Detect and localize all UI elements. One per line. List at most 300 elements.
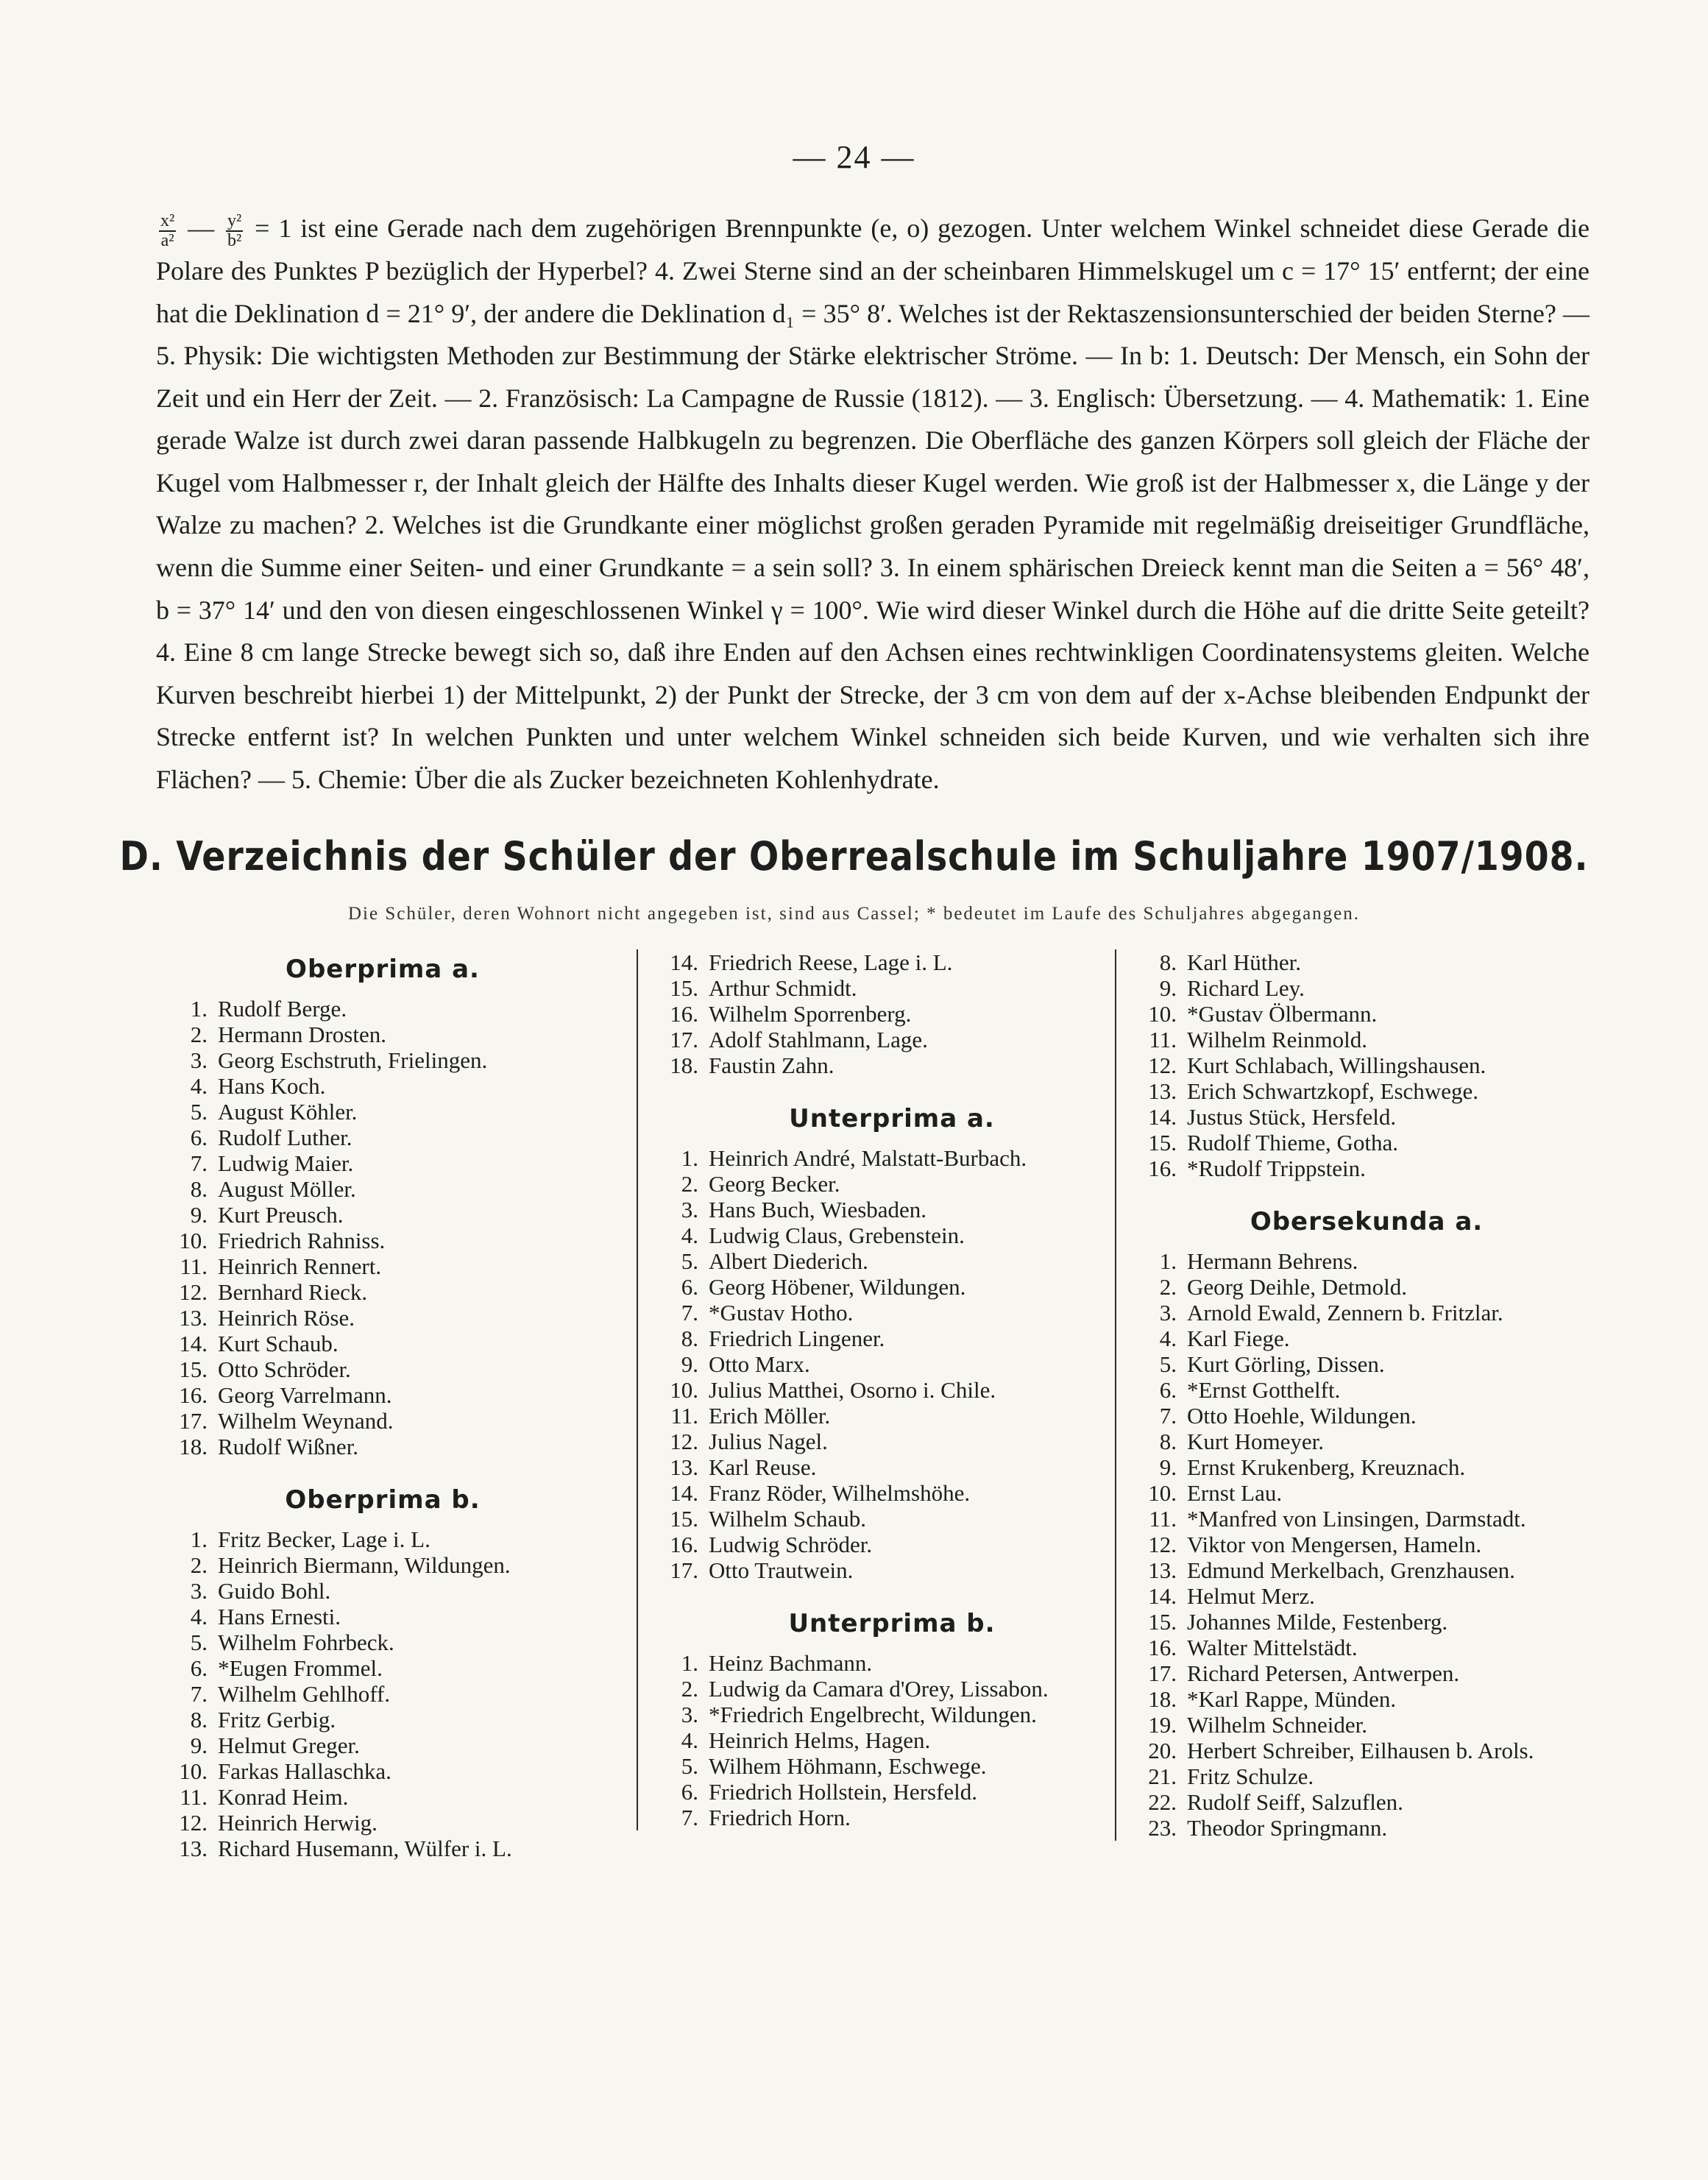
student-list-obersekunda-a	[1131, 1248, 1602, 1841]
student-entry	[653, 1727, 1131, 1753]
student-number: 12.	[179, 1279, 208, 1305]
student-name: Arthur Schmidt.	[709, 975, 857, 1001]
student-entry	[653, 1222, 1131, 1248]
student-number: 13.	[179, 1305, 208, 1331]
student-entry	[1131, 1351, 1602, 1377]
student-name: Kurt Homeyer.	[1187, 1429, 1324, 1454]
student-entry	[653, 1676, 1131, 1702]
student-entry	[1131, 1429, 1602, 1454]
student-name: Hans Ernesti.	[218, 1604, 341, 1629]
student-entry	[162, 1526, 603, 1552]
student-number: 2.	[681, 1171, 698, 1197]
student-list-oberprima-b-continued	[653, 949, 1131, 1078]
student-number: 13.	[1148, 1557, 1177, 1583]
student-entry	[1131, 1001, 1602, 1027]
student-name: Heinrich André, Malstatt-Burbach.	[709, 1145, 1027, 1171]
student-number: 3.	[681, 1702, 698, 1727]
student-entry	[162, 1022, 603, 1047]
student-entry	[1131, 1789, 1602, 1815]
student-number: 16.	[1148, 1156, 1177, 1181]
student-entry	[653, 1753, 1131, 1779]
student-number: 9.	[190, 1202, 208, 1228]
student-entry	[1131, 1078, 1602, 1104]
student-number: 6.	[681, 1274, 698, 1300]
fraction-x-over-a	[159, 212, 176, 250]
section-note: Die Schüler, deren Wohnort nicht angegeben ist, sind aus Cassel; * bedeutet im Laufe des Schuljahres abgegangen.	[347, 904, 1361, 924]
student-name: Justus Stück, Hersfeld.	[1187, 1104, 1397, 1130]
student-name: *Gustav Ölbermann.	[1187, 1001, 1378, 1027]
student-number: 6.	[190, 1655, 208, 1681]
student-number: 5.	[681, 1753, 698, 1779]
student-name: Konrad Heim.	[218, 1784, 349, 1810]
student-entry	[1131, 1635, 1602, 1660]
student-name: Viktor von Mengersen, Hameln.	[1187, 1532, 1482, 1557]
student-entry	[1131, 1686, 1602, 1712]
student-name: Fritz Gerbig.	[218, 1707, 336, 1733]
minus-sign: —	[188, 213, 215, 243]
student-name: Farkas Hallaschka.	[218, 1758, 391, 1784]
student-number: 17.	[179, 1408, 208, 1434]
student-number: 2.	[1159, 1274, 1177, 1300]
student-entry	[162, 1331, 603, 1356]
student-entry	[162, 1629, 603, 1655]
student-name: Julius Matthei, Osorno i. Chile.	[709, 1377, 996, 1403]
student-list-column-1	[162, 949, 603, 1861]
student-name: Karl Hüther.	[1187, 949, 1301, 975]
student-name: Heinz Bachmann.	[709, 1650, 873, 1676]
student-name: Adolf Stahlmann, Lage.	[709, 1027, 928, 1052]
student-name: Richard Ley.	[1187, 975, 1305, 1001]
class-heading-obersekunda-a: Obersekunda a.	[1250, 1207, 1484, 1236]
student-name: Fritz Becker, Lage i. L.	[218, 1526, 430, 1552]
student-entry	[162, 1655, 603, 1681]
student-number: 14.	[179, 1331, 208, 1356]
student-entry	[653, 1274, 1131, 1300]
student-number: 16.	[670, 1532, 698, 1557]
student-entry	[1131, 1763, 1602, 1789]
student-name: Georg Becker.	[709, 1171, 840, 1197]
student-number: 21.	[1148, 1763, 1177, 1789]
student-name: *Gustav Hotho.	[709, 1300, 854, 1326]
student-name: Heinrich Herwig.	[218, 1810, 378, 1836]
student-number: 18.	[670, 1052, 698, 1078]
student-entry	[653, 1805, 1131, 1830]
student-number: 9.	[1159, 975, 1177, 1001]
student-entry	[653, 1429, 1131, 1454]
student-number: 4.	[190, 1604, 208, 1629]
student-entry	[162, 1279, 603, 1305]
student-entry	[1131, 1403, 1602, 1429]
student-name: Theodor Springmann.	[1187, 1815, 1388, 1841]
student-number: 8.	[1159, 1429, 1177, 1454]
student-entry	[1131, 1130, 1602, 1156]
student-entry	[1131, 1104, 1602, 1130]
student-number: 10.	[670, 1377, 698, 1403]
student-name: *Friedrich Engelbrecht, Wildungen.	[709, 1702, 1037, 1727]
student-entry	[1131, 1248, 1602, 1274]
student-number: 13.	[179, 1836, 208, 1861]
student-name: Wilhelm Weynand.	[218, 1408, 394, 1434]
student-number: 11.	[1149, 1027, 1177, 1052]
student-number: 5.	[190, 1099, 208, 1125]
student-name: Ludwig Schröder.	[709, 1532, 873, 1557]
student-entry	[1131, 1532, 1602, 1557]
student-entry	[162, 1176, 603, 1202]
student-entry	[1131, 1274, 1602, 1300]
student-name: Georg Varrelmann.	[218, 1382, 392, 1408]
student-number: 4.	[681, 1222, 698, 1248]
student-entry	[653, 1702, 1131, 1727]
student-name: Wilhelm Fohrbeck.	[218, 1629, 394, 1655]
fraction-y-over-b	[226, 212, 243, 250]
student-number: 6.	[1159, 1377, 1177, 1403]
student-number: 17.	[670, 1557, 698, 1583]
student-number: 1.	[190, 996, 208, 1022]
student-entry	[1131, 1480, 1602, 1506]
student-number: 12.	[1148, 1052, 1177, 1078]
student-entry	[653, 1480, 1131, 1506]
student-entry	[653, 1326, 1131, 1351]
student-entry	[653, 1779, 1131, 1805]
student-number: 8.	[190, 1707, 208, 1733]
student-entry	[162, 1434, 603, 1459]
student-entry	[162, 1228, 603, 1253]
student-name: Ludwig da Camara d'Orey, Lissabon.	[709, 1676, 1049, 1702]
student-number: 11.	[180, 1253, 208, 1279]
student-entry	[1131, 1738, 1602, 1763]
student-entry	[1131, 1660, 1602, 1686]
student-entry	[1131, 1583, 1602, 1609]
student-list-unterprima-b-continued	[1131, 949, 1602, 1181]
student-name: *Karl Rappe, Münden.	[1187, 1686, 1397, 1712]
student-name: Hans Koch.	[218, 1073, 326, 1099]
student-name: Hermann Drosten.	[218, 1022, 386, 1047]
student-entry	[162, 1578, 603, 1604]
student-number: 4.	[681, 1727, 698, 1753]
student-number: 1.	[681, 1650, 698, 1676]
student-entry	[653, 1197, 1131, 1222]
student-number: 3.	[190, 1047, 208, 1073]
student-entry	[1131, 1027, 1602, 1052]
student-entry	[1131, 1454, 1602, 1480]
student-number: 13.	[1148, 1078, 1177, 1104]
student-entry	[653, 1506, 1131, 1532]
student-entry	[653, 1248, 1131, 1274]
student-number: 14.	[1148, 1104, 1177, 1130]
student-name: Bernhard Rieck.	[218, 1279, 368, 1305]
student-name: Faustin Zahn.	[709, 1052, 834, 1078]
student-name: Rudolf Seiff, Salzuflen.	[1187, 1789, 1403, 1815]
student-number: 9.	[1159, 1454, 1177, 1480]
student-name: Karl Fiege.	[1187, 1326, 1290, 1351]
student-entry	[162, 1382, 603, 1408]
paragraph-text: = 1 ist eine Gerade nach dem zugehörigen Brennpunkte (e, o) gezogen. Unter welchem Winkel schneidet diese Gerade die Polare des Punktes P bezüglich der Hyperbel? 4. Zwei Sterne sind an der scheinbaren Himmelskugel um c = 17° 15′ entfernt; der eine hat die Deklination d = 21° 9′, der andere die Deklination d₁ = 35° 8′. Welches ist der Rektaszensionsunterschied der beiden Sterne? — 5. Physik: Die wichtigsten Methoden zur Bestimmung der Stärke elektrischer Ströme. — In b: 1. Deutsch: Der Mensch, ein Sohn der Zeit und ein Herr der Zeit. — 2. Französisch: La Campagne de Russie (1812). — 3. Englisch: Übersetzung. — 4. Mathematik: 1. Eine gerade Walze ist durch zwei daran passende Halbkugeln zu begrenzen. Die Oberfläche des ganzen Körpers soll gleich der Fläche der Kugel vom Halbmesser r, der Inhalt gleich der Hälfte des Inhalts dieser Kugel werden. Wie groß ist der Halbmesser x, die Länge y der Walze zu machen? 2. Welches ist die Grundkante einer möglichst großen geraden Pyramide mit regelmäßig dreiseitiger Grundfläche, wenn die Summe einer Seiten- und einer Grundkante = a sein soll? 3. In einem sphärischen Dreieck kennt man die Seiten a = 56° 48′, b = 37° 14′ und den von diesen eingeschlossenen Winkel γ = 100°. Wie wird dieser Winkel durch die Höhe auf die dritte Seite geteilt? 4. Eine 8 cm lange Strecke bewegt sich so, daß ihre Enden auf den Achsen eines rechtwinkligen Coordinatensystems gleiten. Welche Kurven beschreibt hierbei 1) der Mittelpunkt, 2) der Punkt der Strecke, der 3 cm von dem auf der x-Achse bleibenden Endpunkt der Strecke entfernt ist? In welchen Punkten und unter welchem Winkel schneiden sich beide Kurven, und wie verhalten sich ihre Flächen? — 5. Chemie: Über die als Zucker bezeichneten Kohlenhydrate.	[156, 213, 1590, 795]
student-name: Arnold Ewald, Zennern b. Fritzlar.	[1187, 1300, 1503, 1326]
student-name: Edmund Merkelbach, Grenzhausen.	[1187, 1557, 1515, 1583]
student-name: Ernst Krukenberg, Kreuznach.	[1187, 1454, 1466, 1480]
student-entry	[162, 1073, 603, 1099]
student-entry	[653, 1145, 1131, 1171]
student-number: 10.	[179, 1228, 208, 1253]
student-list-unterprima-a	[653, 1145, 1131, 1583]
student-entry	[162, 1758, 603, 1784]
student-name: *Manfred von Linsingen, Darmstadt.	[1187, 1506, 1526, 1532]
student-entry	[162, 1125, 603, 1150]
fraction-numerator: x²	[159, 212, 176, 232]
student-number: 10.	[179, 1758, 208, 1784]
class-heading-oberprima-a: Oberprima a.	[286, 955, 480, 984]
student-entry	[653, 1027, 1131, 1052]
class-heading-unterprima-a: Unterprima a.	[789, 1104, 995, 1133]
student-name: Otto Hoehle, Wildungen.	[1187, 1403, 1417, 1429]
student-entry	[653, 1403, 1131, 1429]
student-number: 1.	[1159, 1248, 1177, 1274]
student-name: Albert Diederich.	[709, 1248, 868, 1274]
student-number: 16.	[670, 1001, 698, 1027]
student-entry	[1131, 1557, 1602, 1583]
student-name: Helmut Greger.	[218, 1733, 360, 1758]
student-name: *Eugen Frommel.	[218, 1655, 383, 1681]
student-entry	[162, 1150, 603, 1176]
student-number: 14.	[1148, 1583, 1177, 1609]
class-heading-oberprima-b: Oberprima b.	[285, 1485, 481, 1515]
student-entry	[653, 949, 1131, 975]
student-entry	[1131, 1052, 1602, 1078]
student-number: 3.	[1159, 1300, 1177, 1326]
student-number: 9.	[681, 1351, 698, 1377]
student-number: 4.	[190, 1073, 208, 1099]
fraction-denominator: a²	[160, 230, 174, 250]
student-entry	[1131, 1712, 1602, 1738]
student-name: Rudolf Wißner.	[218, 1434, 359, 1459]
student-entry	[162, 1356, 603, 1382]
student-name: Ludwig Claus, Grebenstein.	[709, 1222, 965, 1248]
student-number: 8.	[681, 1326, 698, 1351]
student-name: Wilhelm Gehlhoff.	[218, 1681, 391, 1707]
student-list-column-2	[637, 949, 1131, 1830]
student-entry	[1131, 1300, 1602, 1326]
fraction-numerator: y²	[226, 212, 243, 232]
student-name: Friedrich Reese, Lage i. L.	[709, 949, 953, 975]
page-number: — 24 —	[793, 139, 915, 175]
student-name: Rudolf Luther.	[218, 1125, 352, 1150]
student-name: Friedrich Rahniss.	[218, 1228, 386, 1253]
student-number: 18.	[179, 1434, 208, 1459]
student-number: 12.	[179, 1810, 208, 1836]
student-name: Heinrich Rennert.	[218, 1253, 382, 1279]
student-entry	[653, 1557, 1131, 1583]
student-number: 7.	[681, 1300, 698, 1326]
student-entry	[162, 1253, 603, 1279]
student-name: Kurt Schaub.	[218, 1331, 339, 1356]
student-name: Otto Trautwein.	[709, 1557, 854, 1583]
student-name: Richard Husemann, Wülfer i. L.	[218, 1836, 512, 1861]
student-entry	[1131, 949, 1602, 975]
student-number: 1.	[190, 1526, 208, 1552]
student-name: Richard Petersen, Antwerpen.	[1187, 1660, 1460, 1686]
student-name: Kurt Preusch.	[218, 1202, 344, 1228]
student-name: Wilhem Höhmann, Eschwege.	[709, 1753, 987, 1779]
student-number: 14.	[670, 1480, 698, 1506]
student-number: 5.	[190, 1629, 208, 1655]
student-number: 7.	[1159, 1403, 1177, 1429]
student-number: 5.	[1159, 1351, 1177, 1377]
student-name: Erich Schwartzkopf, Eschwege.	[1187, 1078, 1478, 1104]
student-number: 12.	[670, 1429, 698, 1454]
student-entry	[162, 1552, 603, 1578]
student-number: 23.	[1148, 1815, 1177, 1841]
student-name: Guido Bohl.	[218, 1578, 331, 1604]
student-name: Wilhelm Sporrenberg.	[709, 1001, 912, 1027]
student-number: 10.	[1148, 1001, 1177, 1027]
student-name: Georg Höbener, Wildungen.	[709, 1274, 966, 1300]
student-name: Otto Schröder.	[218, 1356, 351, 1382]
student-name: Kurt Schlabach, Willingshausen.	[1187, 1052, 1486, 1078]
student-entry	[162, 1047, 603, 1073]
student-number: 4.	[1159, 1326, 1177, 1351]
student-number: 2.	[190, 1022, 208, 1047]
student-name: Ernst Lau.	[1187, 1480, 1283, 1506]
section-title: D. Verzeichnis der Schüler der Oberrealschule im Schuljahre 1907/1908.	[119, 833, 1589, 880]
student-entry	[162, 996, 603, 1022]
student-entry	[162, 1305, 603, 1331]
student-entry	[162, 1408, 603, 1434]
student-name: August Möller.	[218, 1176, 356, 1202]
student-entry	[162, 1836, 603, 1861]
student-number: 2.	[681, 1676, 698, 1702]
student-name: Johannes Milde, Festenberg.	[1187, 1609, 1448, 1635]
student-name: Julius Nagel.	[709, 1429, 828, 1454]
student-entry	[162, 1604, 603, 1629]
student-name: Walter Mittelstädt.	[1187, 1635, 1358, 1660]
student-number: 14.	[670, 949, 698, 975]
student-number: 15.	[1148, 1609, 1177, 1635]
student-number: 13.	[670, 1454, 698, 1480]
student-entry	[162, 1681, 603, 1707]
student-name: Rudolf Thieme, Gotha.	[1187, 1130, 1398, 1156]
student-number: 20.	[1148, 1738, 1177, 1763]
student-name: Ludwig Maier.	[218, 1150, 354, 1176]
class-heading-unterprima-b: Unterprima b.	[788, 1609, 996, 1638]
student-name: Fritz Schulze.	[1187, 1763, 1314, 1789]
student-number: 11.	[670, 1403, 698, 1429]
student-number: 18.	[1148, 1686, 1177, 1712]
student-number: 11.	[1149, 1506, 1177, 1532]
student-entry	[162, 1733, 603, 1758]
student-number: 17.	[1148, 1660, 1177, 1686]
student-number: 16.	[1148, 1635, 1177, 1660]
student-number: 3.	[681, 1197, 698, 1222]
student-number: 15.	[179, 1356, 208, 1382]
student-number: 16.	[179, 1382, 208, 1408]
student-number: 5.	[681, 1248, 698, 1274]
student-name: Wilhelm Reinmold.	[1187, 1027, 1368, 1052]
student-name: Friedrich Lingener.	[709, 1326, 885, 1351]
student-entry	[1131, 1377, 1602, 1403]
student-number: 7.	[190, 1150, 208, 1176]
student-number: 22.	[1148, 1789, 1177, 1815]
student-name: Franz Röder, Wilhelmshöhe.	[709, 1480, 971, 1506]
student-number: 7.	[190, 1681, 208, 1707]
student-list-oberprima-a	[162, 996, 603, 1459]
student-number: 19.	[1148, 1712, 1177, 1738]
student-number: 17.	[670, 1027, 698, 1052]
student-name: *Ernst Gotthelft.	[1187, 1377, 1341, 1403]
student-number: 1.	[681, 1145, 698, 1171]
student-entry	[653, 1377, 1131, 1403]
fraction-denominator: b²	[227, 230, 242, 250]
student-name: Otto Marx.	[709, 1351, 810, 1377]
student-entry	[162, 1099, 603, 1125]
student-list-unterprima-b	[653, 1650, 1131, 1830]
student-entry	[1131, 1815, 1602, 1841]
student-name: Rudolf Berge.	[218, 996, 347, 1022]
student-name: Erich Möller.	[709, 1403, 831, 1429]
student-name: Friedrich Horn.	[709, 1805, 851, 1830]
student-entry	[653, 1171, 1131, 1197]
student-list-column-3	[1115, 949, 1602, 1841]
student-entry	[1131, 1609, 1602, 1635]
student-number: 3.	[190, 1578, 208, 1604]
student-entry	[1131, 1506, 1602, 1532]
student-number: 15.	[1148, 1130, 1177, 1156]
student-number: 12.	[1148, 1532, 1177, 1557]
student-name: Helmut Merz.	[1187, 1583, 1315, 1609]
student-name: Herbert Schreiber, Eilhausen b. Arols.	[1187, 1738, 1534, 1763]
student-number: 11.	[180, 1784, 208, 1810]
student-entry	[162, 1810, 603, 1836]
student-entry	[162, 1707, 603, 1733]
student-number: 15.	[670, 975, 698, 1001]
student-name: Heinrich Röse.	[218, 1305, 355, 1331]
student-name: August Köhler.	[218, 1099, 358, 1125]
student-name: Karl Reuse.	[709, 1454, 817, 1480]
student-name: Wilhelm Schneider.	[1187, 1712, 1367, 1738]
student-number: 8.	[190, 1176, 208, 1202]
student-number: 2.	[190, 1552, 208, 1578]
student-name: Kurt Görling, Dissen.	[1187, 1351, 1385, 1377]
student-number: 7.	[681, 1805, 698, 1830]
student-entry	[1131, 1326, 1602, 1351]
student-name: Friedrich Hollstein, Hersfeld.	[709, 1779, 978, 1805]
student-name: Hermann Behrens.	[1187, 1248, 1358, 1274]
student-name: Georg Eschstruth, Frielingen.	[218, 1047, 488, 1073]
student-entry	[653, 1052, 1131, 1078]
student-number: 9.	[190, 1733, 208, 1758]
student-entry	[653, 1300, 1131, 1326]
student-entry	[162, 1784, 603, 1810]
student-entry	[162, 1202, 603, 1228]
student-entry	[653, 1351, 1131, 1377]
student-number: 6.	[681, 1779, 698, 1805]
student-number: 6.	[190, 1125, 208, 1150]
student-entry	[653, 975, 1131, 1001]
student-entry	[1131, 975, 1602, 1001]
student-name: *Rudolf Trippstein.	[1187, 1156, 1366, 1181]
exam-questions-paragraph	[156, 208, 1590, 801]
student-entry	[653, 1650, 1131, 1676]
student-name: Wilhelm Schaub.	[709, 1506, 866, 1532]
student-number: 8.	[1159, 949, 1177, 975]
student-entry	[653, 1532, 1131, 1557]
student-entry	[1131, 1156, 1602, 1181]
student-number: 10.	[1148, 1480, 1177, 1506]
student-name: Georg Deihle, Detmold.	[1187, 1274, 1408, 1300]
student-entry	[653, 1454, 1131, 1480]
student-entry	[653, 1001, 1131, 1027]
student-number: 15.	[670, 1506, 698, 1532]
student-name: Heinrich Biermann, Wildungen.	[218, 1552, 511, 1578]
